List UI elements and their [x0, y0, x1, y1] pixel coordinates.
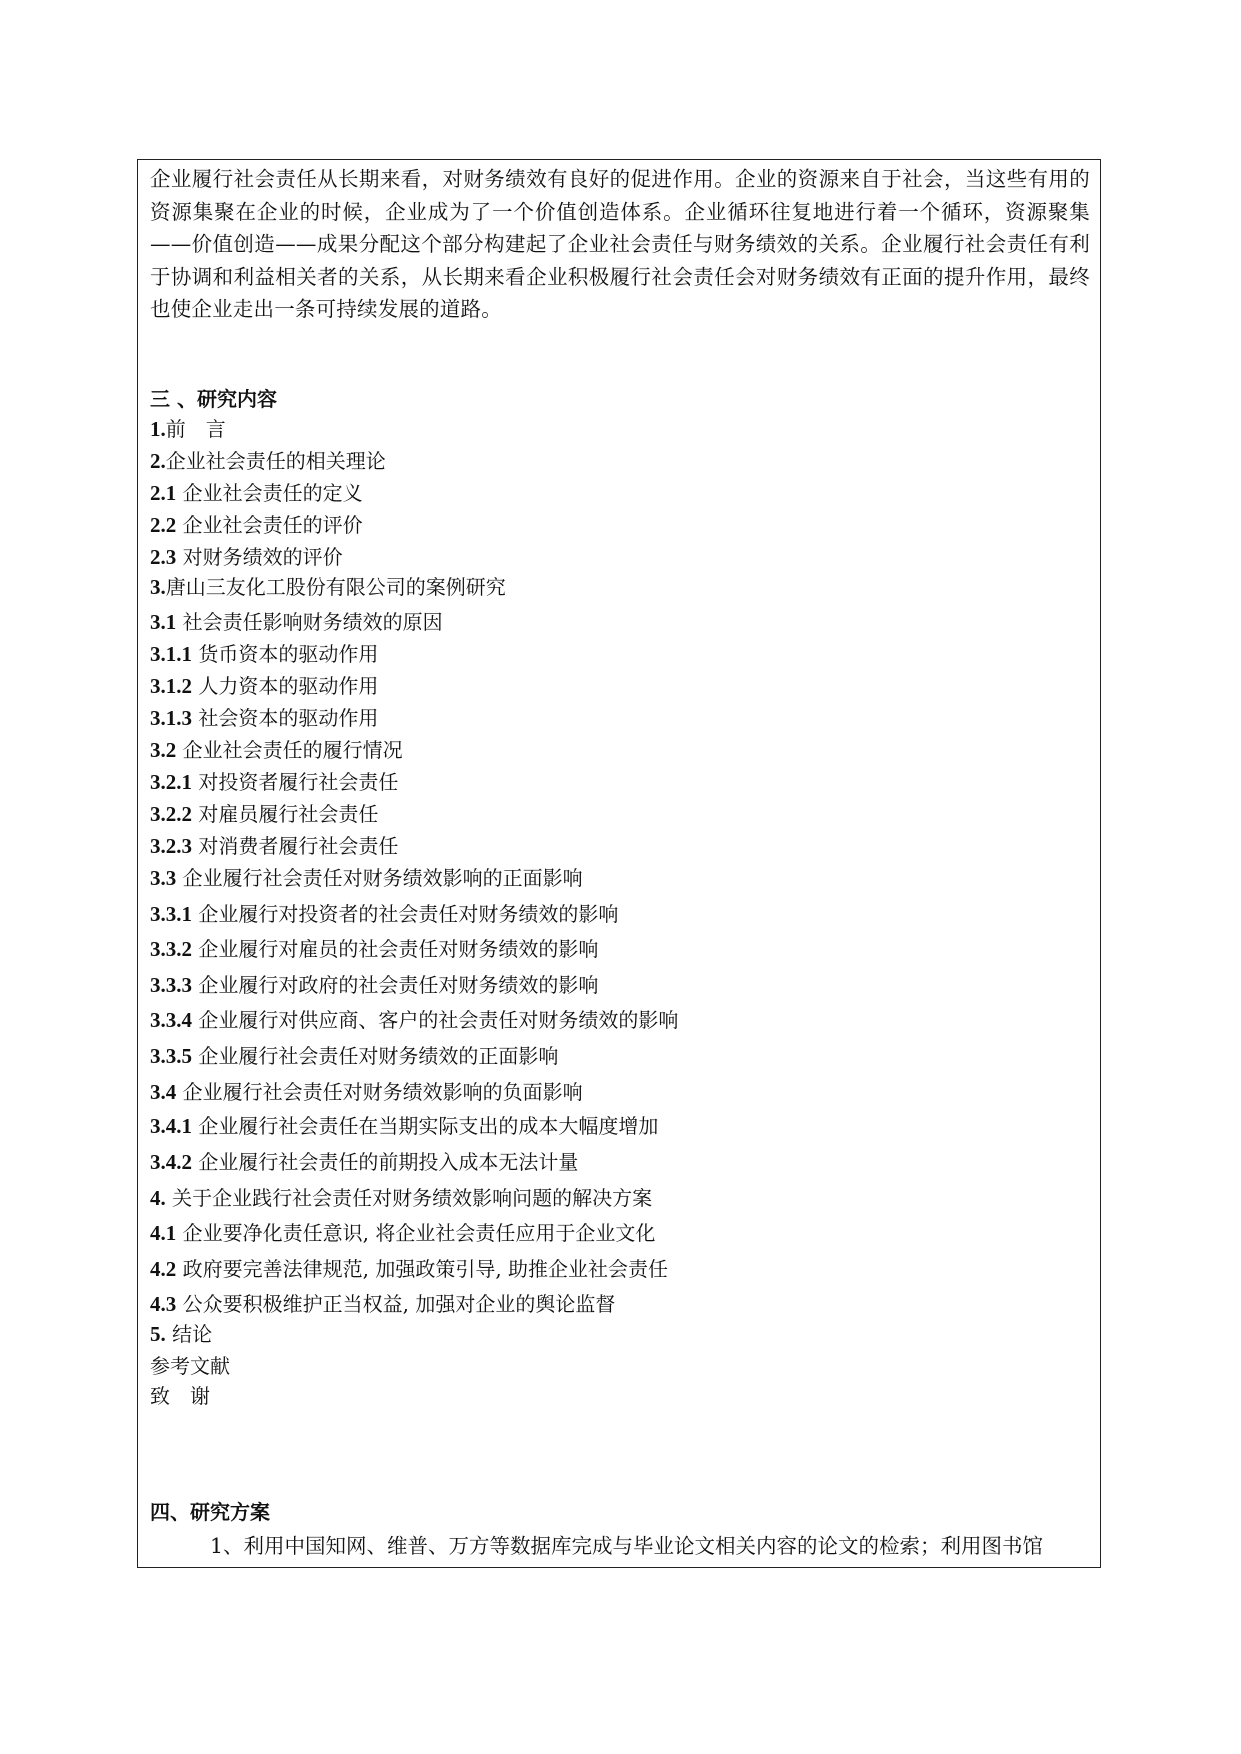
toc-item	[150, 736, 403, 764]
toc-item-text: 参考文献	[150, 1354, 230, 1378]
toc-item-number: 2.1	[150, 481, 177, 505]
toc-item	[150, 479, 363, 507]
toc-item-number: 2.3	[150, 545, 177, 569]
toc-item	[150, 543, 343, 571]
toc-item-number: 3.1.1	[150, 642, 192, 666]
toc-item-number: 3.2.2	[150, 802, 192, 826]
toc-item-text: 对财务绩效的评价	[176, 545, 343, 569]
toc-item	[150, 447, 386, 475]
toc-item	[150, 1290, 615, 1318]
toc-item	[150, 1006, 678, 1034]
toc-item-number: 4.3	[150, 1292, 177, 1316]
toc-item-text: 企业社会责任的定义	[176, 481, 363, 505]
toc-item-text: 对消费者履行社会责任	[192, 834, 399, 858]
toc-item-text: 前 言	[165, 417, 226, 441]
toc-item-number: 2.2	[150, 513, 177, 537]
toc-item-number: 3.1	[150, 610, 177, 634]
toc-item-text: 关于企业践行社会责任对财务绩效影响问题的解决方案	[165, 1186, 653, 1210]
toc-item-text: 结论	[165, 1322, 213, 1346]
toc-item-text: 政府要完善法律规范, 加强政策引导, 助推企业社会责任	[176, 1257, 669, 1281]
toc-item-number: 3.	[150, 575, 166, 599]
toc-item	[150, 704, 378, 732]
toc-item-number: 3.2.3	[150, 834, 192, 858]
toc-item	[150, 768, 398, 796]
toc-item-number: 3.3.1	[150, 902, 192, 926]
toc-item-number: 4.1	[150, 1221, 177, 1245]
toc-item-number: 3.1.3	[150, 706, 192, 730]
toc-item	[150, 1219, 655, 1247]
toc-item-number: 3.1.2	[150, 674, 192, 698]
toc-item	[150, 640, 378, 668]
toc-item-number: 3.2.1	[150, 770, 192, 794]
toc-item-number: 3.3.2	[150, 937, 192, 961]
toc-item-text: 货币资本的驱动作用	[192, 642, 379, 666]
toc-item-number: 3.3	[150, 866, 177, 890]
toc-item-number: 3.3.4	[150, 1008, 192, 1032]
toc-item-text: 企业履行对雇员的社会责任对财务绩效的影响	[192, 937, 599, 961]
toc-item-number: 3.4	[150, 1080, 177, 1104]
toc-item	[150, 1320, 212, 1348]
toc-item	[150, 511, 363, 539]
toc-item-number: 3.2	[150, 738, 177, 762]
toc-item-number: 2.	[150, 449, 166, 473]
toc-item	[150, 1382, 210, 1410]
toc-item-text: 人力资本的驱动作用	[192, 674, 379, 698]
toc-item-text: 社会责任影响财务绩效的原因	[176, 610, 443, 634]
toc-item-number: 5.	[150, 1322, 166, 1346]
toc-item-number: 1.	[150, 417, 166, 441]
toc-item	[150, 1112, 658, 1140]
toc-item	[150, 800, 378, 828]
toc-item-text: 企业履行社会责任在当期实际支出的成本大幅度增加	[192, 1114, 659, 1138]
method-line-1: 1、利用中国知网、维普、万方等数据库完成与毕业论文相关内容的论文的检索；利用图书馆	[210, 1534, 1044, 1558]
toc-item-text: 致 谢	[150, 1384, 210, 1408]
toc-item	[150, 971, 598, 999]
toc-item	[150, 1352, 230, 1380]
section-4-heading: 四、研究方案	[150, 1500, 270, 1524]
toc-item-text: 唐山三友化工股份有限公司的案例研究	[165, 575, 506, 599]
toc-item	[150, 415, 226, 443]
toc-item	[150, 672, 378, 700]
toc-item-text: 企业社会责任的相关理论	[165, 449, 386, 473]
toc-item	[150, 832, 398, 860]
toc-item-text: 企业社会责任的评价	[176, 513, 363, 537]
toc-item-number: 3.3.5	[150, 1044, 192, 1068]
toc-item	[150, 1184, 652, 1212]
toc-item	[150, 935, 598, 963]
toc-item-text: 企业履行对政府的社会责任对财务绩效的影响	[192, 973, 599, 997]
toc-item	[150, 1078, 583, 1106]
toc-item-number: 3.3.3	[150, 973, 192, 997]
toc-item	[150, 573, 506, 601]
toc-item	[150, 1042, 558, 1070]
toc-item-text: 对投资者履行社会责任	[192, 770, 399, 794]
toc-item-text: 企业要净化责任意识, 将企业社会责任应用于企业文化	[176, 1221, 656, 1245]
toc-item-text: 企业履行社会责任的前期投入成本无法计量	[192, 1150, 579, 1174]
toc-item-text: 社会资本的驱动作用	[192, 706, 379, 730]
toc-item-number: 3.4.1	[150, 1114, 192, 1138]
toc-item-text: 企业社会责任的履行情况	[176, 738, 403, 762]
toc-item-text: 企业履行对供应商、客户的社会责任对财务绩效的影响	[192, 1008, 679, 1032]
toc-item-number: 3.4.2	[150, 1150, 192, 1174]
toc-item-number: 4.2	[150, 1257, 177, 1281]
toc-item-number: 4.	[150, 1186, 166, 1210]
toc-item-text: 公众要积极维护正当权益, 加强对企业的舆论监督	[176, 1292, 616, 1316]
toc-item	[150, 608, 443, 636]
intro-paragraph: 企业履行社会责任从长期来看，对财务绩效有良好的促进作用。企业的资源来自于社会，当这些有用的资源集聚在企业的时候，企业成为了一个价值创造体系。企业循环往复地进行着一个循环，资源聚集——价值创造——成果分配这个部分构建起了企业社会责任与财务绩效的关系。企业履行社会责任有利于协调和利益相关者的关系，从长期来看企业积极履行社会责任会对财务绩效有正面的提升作用，最终也使企业走出一条可持续发展的道路。	[150, 167, 1090, 321]
toc-item	[150, 864, 583, 892]
toc-item-text: 企业履行社会责任对财务绩效影响的正面影响	[176, 866, 583, 890]
section-3-heading: 三 、研究内容	[150, 387, 277, 411]
toc-item-text: 企业履行社会责任对财务绩效影响的负面影响	[176, 1080, 583, 1104]
toc-item	[150, 1255, 668, 1283]
toc-item-text: 企业履行对投资者的社会责任对财务绩效的影响	[192, 902, 619, 926]
toc-item-text: 企业履行社会责任对财务绩效的正面影响	[192, 1044, 559, 1068]
toc-item	[150, 900, 618, 928]
toc-item	[150, 1148, 578, 1176]
toc-item-text: 对雇员履行社会责任	[192, 802, 379, 826]
